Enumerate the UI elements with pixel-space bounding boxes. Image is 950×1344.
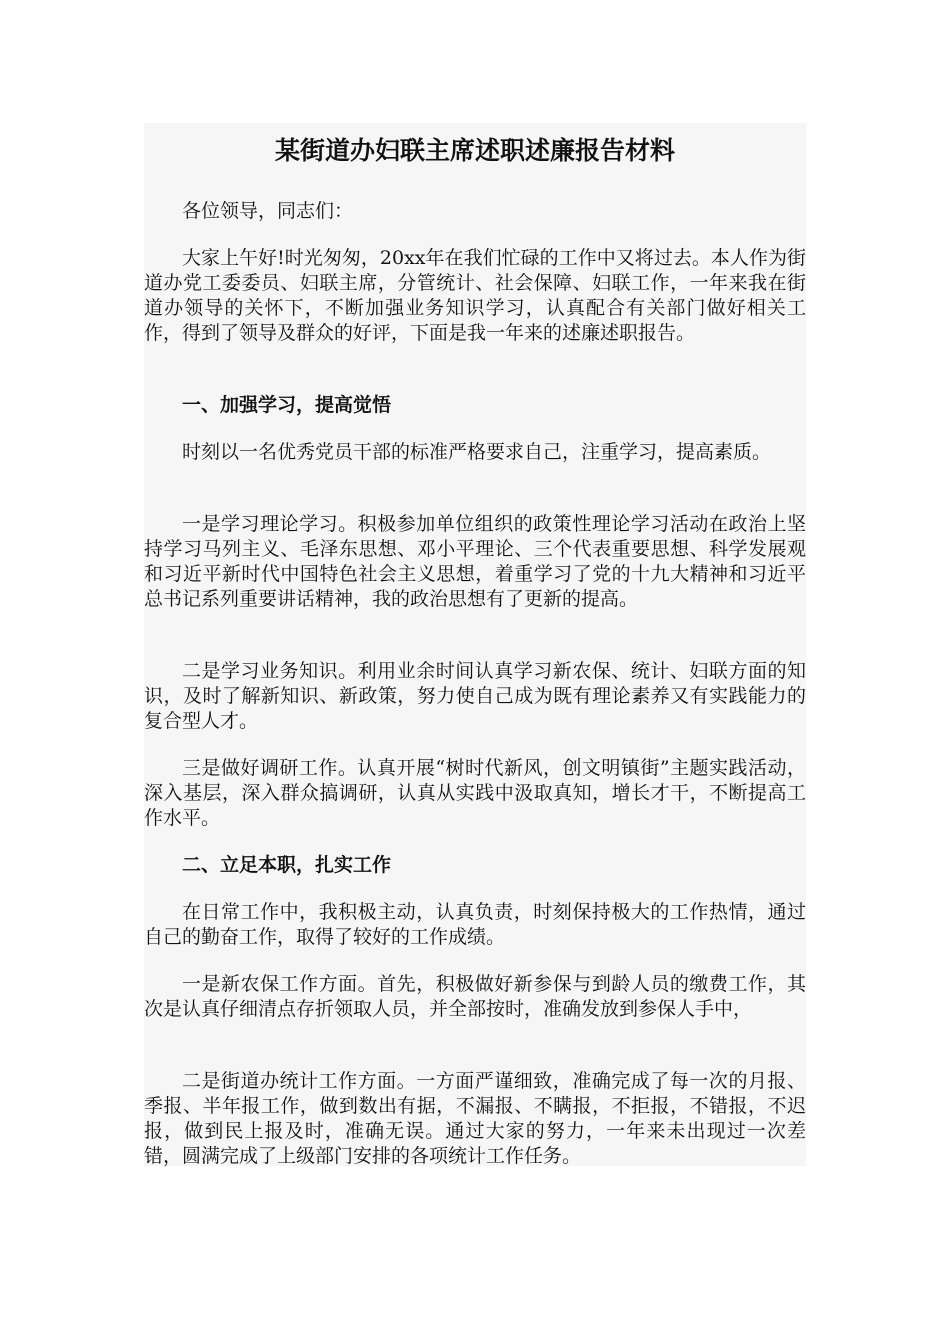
intro-paragraph: 大家上午好!时光匆匆，20xx年在我们忙碌的工作中又将过去。本人作为街道办党工委委员、妇联主席，分管统计、社会保障、妇联工作，一年来我在街道办领导的关怀下，不断加强业务知识学习，认真配合有关部门做好相关工作，得到了领导及群众的好评，下面是我一年来的述廉述职报告。 bbox=[144, 247, 806, 344]
section-2-heading: 二、立足本职，扎实工作 bbox=[182, 854, 392, 876]
salutation: 各位领导，同志们： bbox=[182, 200, 354, 222]
section-2-lead: 在日常工作中，我积极主动，认真负责，时刻保持极大的工作热情，通过自己的勤奋工作，取得了较好的工作成绩。 bbox=[144, 901, 806, 948]
document-title: 某街道办妇联主席述职述廉报告材料 bbox=[274, 136, 675, 165]
section-1-lead: 时刻以一名优秀党员干部的标准严格要求自己，注重学习，提高素质。 bbox=[182, 441, 772, 463]
section-1-item-3: 三是做好调研工作。认真开展“树时代新风，创文明镇街”主题实践活动，深入基层，深入群众搞调研，认真从实践中汲取真知，增长才干，不断提高工作水平。 bbox=[144, 757, 806, 829]
section-1-item-1: 一是学习理论学习。积极参加单位组织的政策性理论学习活动在政治上坚持学习马列主义、毛泽东思想、邓小平理论、三个代表重要思想、科学发展观和习近平新时代中国特色社会主义思想，着重学习了党的十九大精神和习近平总书记系列重要讲话精神，我的政治思想有了更新的提高。 bbox=[144, 513, 806, 610]
section-2-item-2: 二是街道办统计工作方面。一方面严谨细致，准确完成了每一次的月报、季报、半年报工作，做到数出有据，不漏报、不瞒报，不拒报，不错报，不迟报，做到民上报及时，准确无误。通过大家的努力，一年来未出现过一次差错，圆满完成了上级部门安排的各项统计工作任务。 bbox=[144, 1070, 806, 1167]
section-2-item-1: 一是新农保工作方面。首先，积极做好新参保与到龄人员的缴费工作，其次是认真仔细清点存折领取人员，并全部按时，准确发放到参保人手中， bbox=[144, 973, 806, 1020]
section-1-item-2: 二是学习业务知识。利用业余时间认真学习新农保、统计、妇联方面的知识，及时了解新知识、新政策，努力使自己成为既有理论素养又有实践能力的复合型人才。 bbox=[144, 660, 806, 732]
section-1-heading: 一、加强学习，提高觉悟 bbox=[182, 394, 392, 416]
